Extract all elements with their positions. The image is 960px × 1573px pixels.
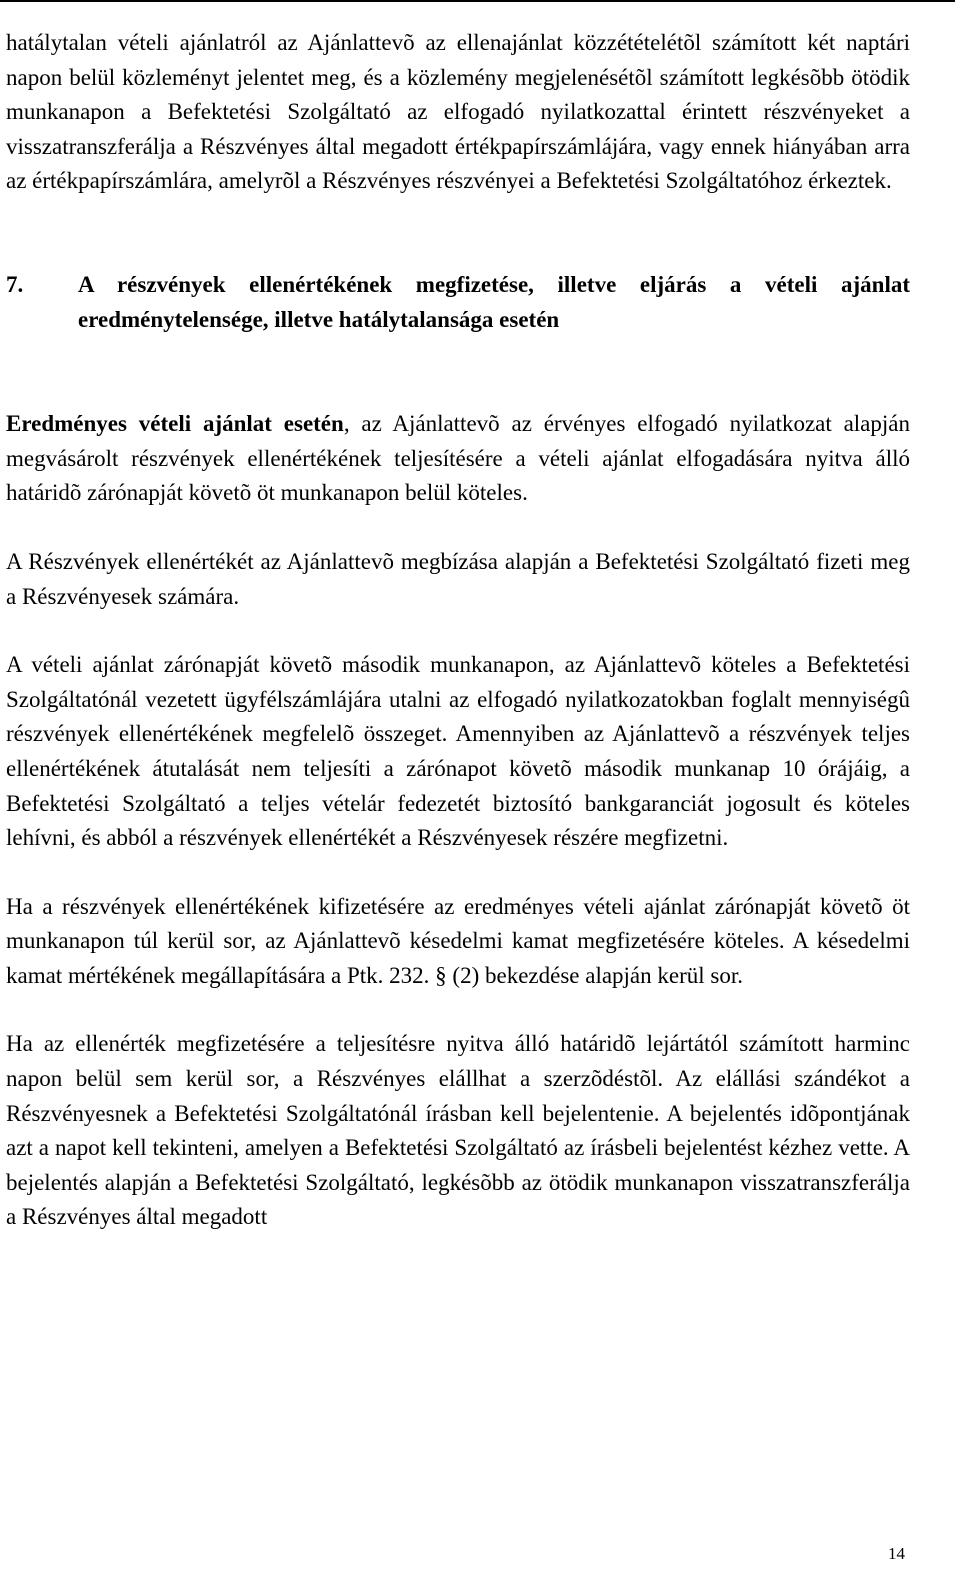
paragraph-payment: A Részvények ellenértékét az Ajánlattevõ megbízása alapján a Befektetési Szolgáltató fizeti meg a Részvényesek számára. [6,548,910,609]
paragraph-continuation: hatálytalan vételi ajánlatról az Ajánlattevõ az ellenajánlat közzétételétõl számított két naptári napon belül közleményt jelentet meg, és a közlemény megjelenésétõl számított legkésõbb ötödik munkanapon a Befektetési Szolgáltató az elfogadó nyilatkozattal érintett részvényeket a visszatranszferálja a Részvényes által megadott értékpapírszámlájára, vagy ennek hiányában arra az értékpapírszámlára, amelyrõl a Részvényes részvényei a Befektetési Szolgáltatóhoz érkeztek. [6,30,910,194]
document-body [6,26,910,1235]
paragraph-lead-bold: Eredményes vételi ajánlat esetén [6,411,344,437]
paragraph-withdrawal: Ha az ellenérték megfizetésére a teljesítésre nyitva álló határidõ lejártától számított harminc napon belül sem kerül sor, a Részvényes elállhat a szerzõdéstõl. Az elállási szándékot a Részvényesnek a Befektetési Szolgáltatónál írásban kell bejelentenie. A bejelentés idõpontjának azt a napot kell tekinteni, amelyen a Befektetési Szolgáltató az írásbeli bejelentést kézhez vette. A bejelentés alapján a Befektetési Szolgáltató, legkésõbb az ötödik munkanapon visszatranszferálja a Részvényes által megadott [6,1031,910,1230]
page-number: 14 [888,1544,905,1563]
top-rule [0,0,955,2]
paragraph-successful-offer [6,407,910,511]
section-heading [6,268,910,337]
paragraph-transfer: A vételi ajánlat zárónapját követõ második munkanapon, az Ajánlattevõ köteles a Befektetési Szolgáltatónál vezetett ügyfélszámlájára utalni az elfogadó nyilatkozatokban foglalt mennyiségû részvények ellenértékének megfelelõ összeget. Amennyiben az Ajánlattevõ a részvények teljes ellenértékének átutalását nem teljesíti a zárónapot követõ második munkanap 10 órájáig, a Befektetési Szolgáltató a teljes vételár fedezetét biztosító bankgaranciát jogosult és köteles lehívni, és abból a részvények ellenértékét a Részvényesek részére megfizetni. [6,652,910,851]
paragraph-late-interest: Ha a részvények ellenértékének kifizetésére az eredményes vételi ajánlat zárónapját követõ öt munkanapon túl kerül sor, az Ajánlattevõ késedelmi kamat megfizetésére köteles. A késedelmi kamat mértékének megállapítására a Ptk. 232. § (2) bekezdése alapján kerül sor. [6,893,910,988]
paragraph-lead-rest: , az Ajánlattevõ az érvényes elfogadó nyilatkozat alapján megvásárolt részvények ellenértékének teljesítésére a vételi ajánlat elfogadására nyitva álló határidõ zárónapját követõ öt munkanapon belül köteles. [6,411,910,506]
section-number: 7. [6,271,24,297]
section-title: A részvények ellenértékének megfizetése, illetve eljárás a vételi ajánlat eredménytelensége, illetve hatálytalansága esetén [78,271,910,332]
